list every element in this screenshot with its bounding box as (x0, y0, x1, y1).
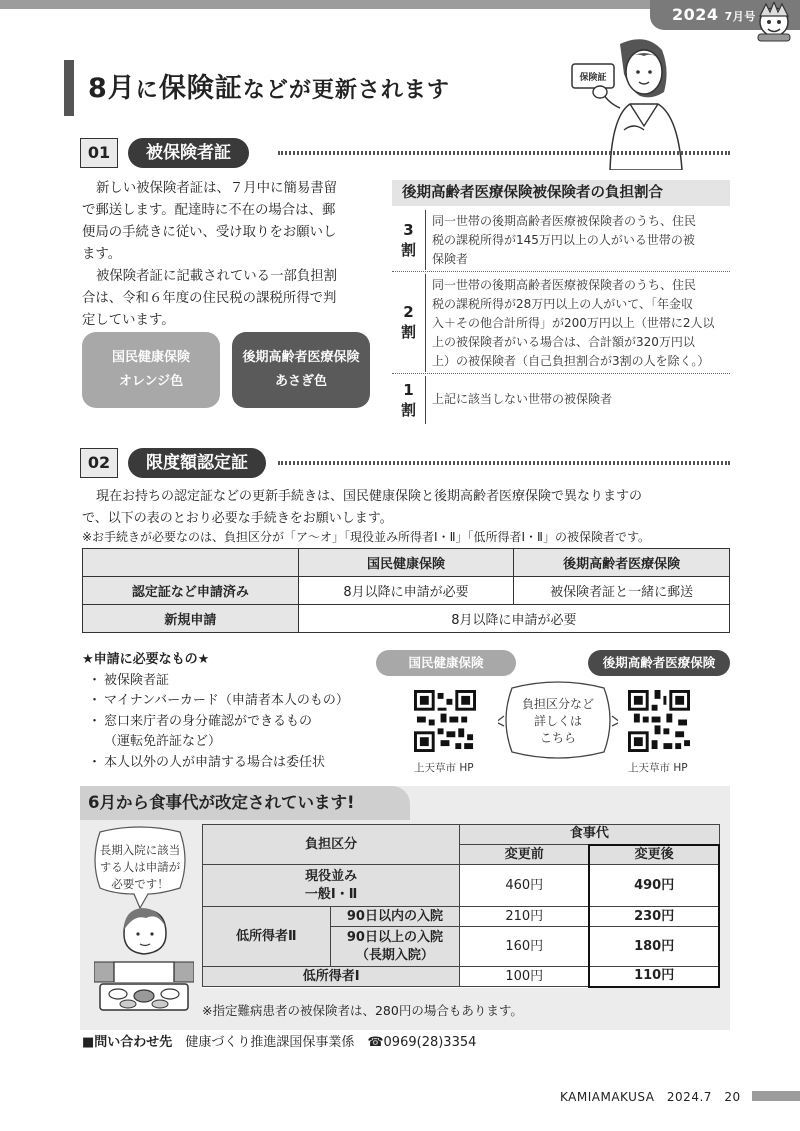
table-row: 90日以上の入院 （長期入院） 160円 180円 (203, 927, 720, 967)
meal-cost-table (202, 824, 720, 988)
section-02-divider (278, 461, 730, 465)
burden-row: 2 割 同一世帯の後期高齢者医療被保険者のうち、住民 税の課税所得が28万円以上の人がいて、「年金収 入＋その他合計所得」が200万円以上（世帯に2人以 上の被保険者がいる場合は、合計額が320万円以 上）の被保険者（自己負担割合が3割の人を除く。） (392, 274, 730, 374)
section-02-header (80, 448, 730, 478)
hp-link[interactable]: 上天草市 HP (628, 762, 688, 774)
table-header: 負担区分 (203, 825, 460, 865)
section-01-label: 被保険者証 (128, 138, 249, 168)
meal-cost-section (80, 786, 730, 1030)
footer-text: KAMIAMAKUSA 2024.7 20 (560, 1090, 741, 1104)
hp-link[interactable]: 上天草市 HP (414, 762, 474, 774)
list-item-sub: （運転免許証など） (104, 734, 222, 749)
speech-bubble: 負担区分など 詳しくは こちら (498, 678, 618, 762)
table-row: 認定証など申請済み 8月以降に申請が必要 被保険者証と一緒に郵送 (83, 577, 730, 605)
meal-note: ※指定難病患者の被保険者は、280円の場合もあります。 (202, 1003, 523, 1018)
patient-speech-bubble: 長期入院に該当 する人は申請が 必要です！ (90, 826, 190, 910)
table-header: 変更後 (589, 845, 719, 865)
meal-cost-title: 6月から食事代が改定されています! (80, 786, 410, 820)
mascot-icon (752, 2, 796, 42)
list-item: ・ 本人以外の人が申請する場合は委任状 (88, 753, 349, 774)
page-title: 8月に保険証などが更新されます (88, 73, 450, 104)
table-row: 低所得者Ⅱ 90日以内の入院 210円 230円 (203, 907, 720, 927)
table-header: 食事代 (460, 825, 719, 845)
nurse-card-text: 保険証 (579, 73, 607, 83)
top-bar (0, 0, 800, 30)
page-footer (0, 1088, 800, 1108)
section-02-number: 02 (80, 448, 118, 478)
qr-code-icon[interactable] (414, 690, 476, 752)
contact-info (82, 1031, 476, 1050)
contact-label: ■問い合わせ先 (82, 1035, 173, 1050)
section-01-para1: 新しい被保険者証は、７月中に簡易書留 で郵送します。配達時に不在の場合は、郵 便局の手続きに従い、受け取りをお願いし ます。 (82, 181, 338, 262)
list-item: ・ 窓口来庁者の身分確認ができるもの (88, 712, 349, 733)
list-item: ・ 被保険者証 (88, 671, 349, 692)
burden-row: 3 割 同一世帯の後期高齢者医療被保険者のうち、住民 税の課税所得が145万円以上の人がいる世帯の被 保険者 (392, 210, 730, 272)
section-01-header (80, 138, 730, 168)
section-02-para: 現在お持ちの認定証などの更新手続きは、国民健康保険と後期高齢者医療保険で異なりますの で、以下の表のとおり必要な手続きをお願いします。 (82, 489, 643, 526)
burden-ratio-table (392, 180, 730, 419)
patient-meal-illustration-icon (94, 904, 194, 1022)
burden-row: 1 割 上記に該当しない世帯の被保険者 (392, 376, 730, 424)
top-band (0, 0, 660, 9)
section-01-divider (278, 151, 730, 155)
table-row: 現役並み 一般Ⅰ・Ⅱ 460円 490円 (203, 865, 720, 907)
table-header: 後期高齢者医療保険 (514, 549, 730, 577)
section-01-para2: 被保険者証に記載されている一部負担割 合は、令和６年度の住民税の課税所得で判 定しています。 (82, 269, 338, 328)
contact-phone[interactable]: ☎0969(28)3354 (367, 1035, 477, 1050)
table-row: 低所得者Ⅰ 100円 110円 (203, 967, 720, 987)
issue-label (672, 5, 756, 24)
section-02-note: ※お手続きが必要なのは、負担区分が「ア～オ」「現役並み所得者Ⅰ・Ⅱ」「低所得者Ⅰ・Ⅱ」の被保険者です。 (82, 530, 650, 544)
section-02-label: 限度額認定証 (128, 448, 266, 478)
table-header: 変更前 (460, 845, 590, 865)
card-elderly-insurance: 後期高齢者医療保険 あさぎ色 (232, 332, 370, 408)
qr-label-national: 国民健康保険 (376, 650, 516, 676)
issue-month: 7月号 (724, 10, 756, 23)
footer-bar (752, 1091, 800, 1101)
issue-year: 2024 (672, 5, 719, 24)
table-header: 国民健康保険 (298, 549, 514, 577)
qr-code-icon[interactable] (628, 690, 690, 752)
qr-label-elderly: 後期高齢者医療保険 (588, 650, 730, 676)
required-items (82, 650, 349, 773)
burden-ratio-title: 後期高齢者医療保険被保険者の負担割合 (392, 180, 730, 206)
title-accent (64, 60, 74, 116)
required-items-title: ★申請に必要なもの★ (82, 652, 210, 667)
section-01-number: 01 (80, 138, 118, 168)
card-national-insurance: 国民健康保険 オレンジ色 (82, 332, 220, 408)
certificate-table (82, 548, 730, 633)
contact-dept: 健康づくり推進課国保事業係 (185, 1035, 355, 1050)
table-row: 新規申請 8月以降に申請が必要 (83, 605, 730, 633)
list-item: ・ マイナンバーカード（申請者本人のもの） (88, 691, 349, 712)
